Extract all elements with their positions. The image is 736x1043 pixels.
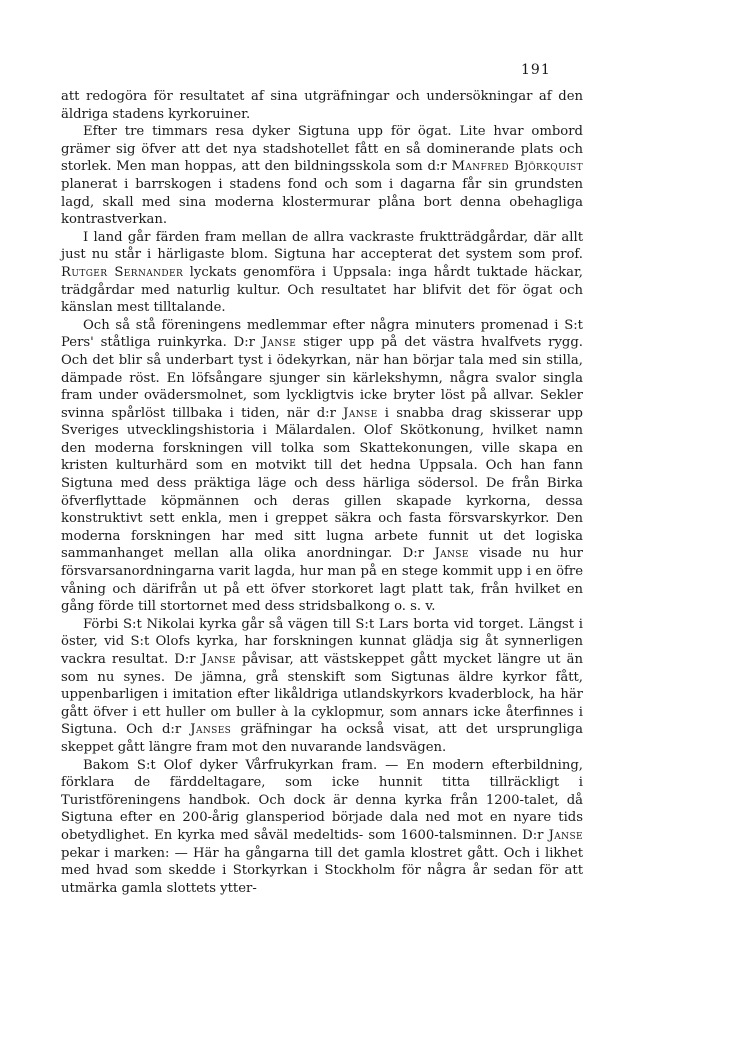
page-number: 191: [521, 62, 551, 78]
body-text: [61, 88, 583, 897]
paragraph: [61, 616, 583, 757]
paragraph: [61, 123, 583, 229]
text-run: att redogöra för resultatet af sina utgräfningar och undersökningar af den äldriga stadens kyrkoruiner.: [61, 89, 583, 122]
person-name: Manfred Björkquist: [451, 159, 583, 175]
paragraph: [61, 88, 583, 123]
text-run: pekar i marken: — Här ha gångarna till det gamla klostret gått. Och i likhet med hvad som skedde i Storkyrkan i Stockholm för några år sedan för att utmärka gamla slottets ytter-: [61, 845, 583, 896]
text-run: I land går färden fram mellan de allra vackraste fruktträdgårdar, där allt just nu står i härligaste blom. Sigtuna har accepterat det system som prof.: [61, 229, 583, 263]
person-name: Janse: [548, 827, 583, 843]
text-run: gräfningar ha också visat, att det ursprungliga skeppet gått längre fram mot den nuvarande landsvägen.: [61, 722, 583, 755]
person-name: Janse: [261, 335, 297, 351]
text-run: visade nu hur försvarsanordningarna varit lagda, hur man på en stege kommit upp i en öfre våning och därifrån ut på ett öfver storkoret lagt platt tak, från hvilket en gång förde till stortornet med dess stridsbalkong o. s. v.: [61, 546, 583, 615]
text-run: Efter tre timmars resa dyker Sigtuna upp för ögat. Lite hvar ombord grämer sig öfver att det nya stadshotellet fått en så dominerande plats och storlek. Men man hoppas, att den bildningsskola som d:r: [61, 124, 583, 175]
paragraph: [61, 317, 583, 616]
paragraph: [61, 229, 583, 317]
text-run: planerat i barrskogen i stadens fond och som i dagarna får sin grundsten lagd, skall med sina moderna klostermurar plåna bort denna obehagliga kontrastverkan.: [61, 176, 583, 228]
person-name: Rutger Sernander: [61, 264, 184, 280]
person-name: Janse: [201, 652, 236, 667]
text-run: stiger upp på det västra hvalfvets rygg. Och det blir så underbart tyst i ödekyrkan, när han börjar tala med sin stilla, dämpade röst. En löfsångare sjunger sin kärlekshymn, några svalor singla fram under ovädersmolnet, som lyckligtvis icke bryter löst på allvar. Sekler svinna spårlöst tillbaka i tiden, när d:r: [61, 335, 583, 421]
text-run: Bakom S:t Olof dyker Vårfrukyrkan fram. — En modern efterbildning, förklara de färddeltagare, som icke hunnit titta tillräckligt i Turistföreningens handbok. Och dock är denna kyrka från 1200-talet, då Sigtuna efter en 200-årig glansperiod började dala ned mot en nyare tids obetydlighet. En kyrka med såväl medeltids- som 1600-talsminnen. D:r: [61, 757, 583, 843]
paragraph: [61, 757, 583, 898]
person-name: Janse: [434, 546, 469, 562]
text-run: Förbi S:t Nikolai kyrka går så vägen till S:t Lars borta vid torget. Längst i öster, vid S:t Olofs kyrka, har forskningen kunnat glädja sig åt synnerligen vackra resultat. D:r: [61, 616, 583, 667]
text-run: lyckats genomföra i Uppsala: inga hårdt tuktade häckar, trädgårdar med naturlig kultur. Och resultatet har blifvit det för ögat och känslan mest tilltalande.: [61, 264, 583, 316]
person-name: Janse: [343, 405, 378, 421]
person-name: Janses: [190, 722, 232, 738]
text-run: påvisar, att västskeppet gått mycket längre ut än som nu synes. De jämna, grå stenskift som Sigtunas äldre kyrkor fått, uppenbarligen i imitation efter likåldriga utlandskyrkors kvaderblock, ha här gått öfver i ett huller om buller à la cyklopmur, som annars icke återfinnes i Sigtuna. Och d:r: [61, 652, 583, 738]
text-run: i snabba drag skisserar upp Sveriges utvecklingshistoria i Mälardalen. Olof Skötkonung, hvilket namn den moderna forskningen vill tolka som Skattekonungen, ville skapa en kristen kulturhärd som en motvikt till det hedna Uppsala. Och han fann Sigtuna med dess präktiga läge och dess härliga södersol. De från Birka öfverflyttade köpmännen och deras gillen skapade kyrkorna, dessa konstruktivt sett enkla, men i greppet säkra och fasta försvarskyrkor. Den moderna forskningen har med sitt lugna arbete funnit ut det logiska sammanhanget mellan alla olika anordningar. D:r: [61, 405, 584, 562]
text-run: Och så stå föreningens medlemmar efter några minuters promenad i S:t Pers' ståtliga ruinkyrka. D:r: [61, 317, 583, 351]
